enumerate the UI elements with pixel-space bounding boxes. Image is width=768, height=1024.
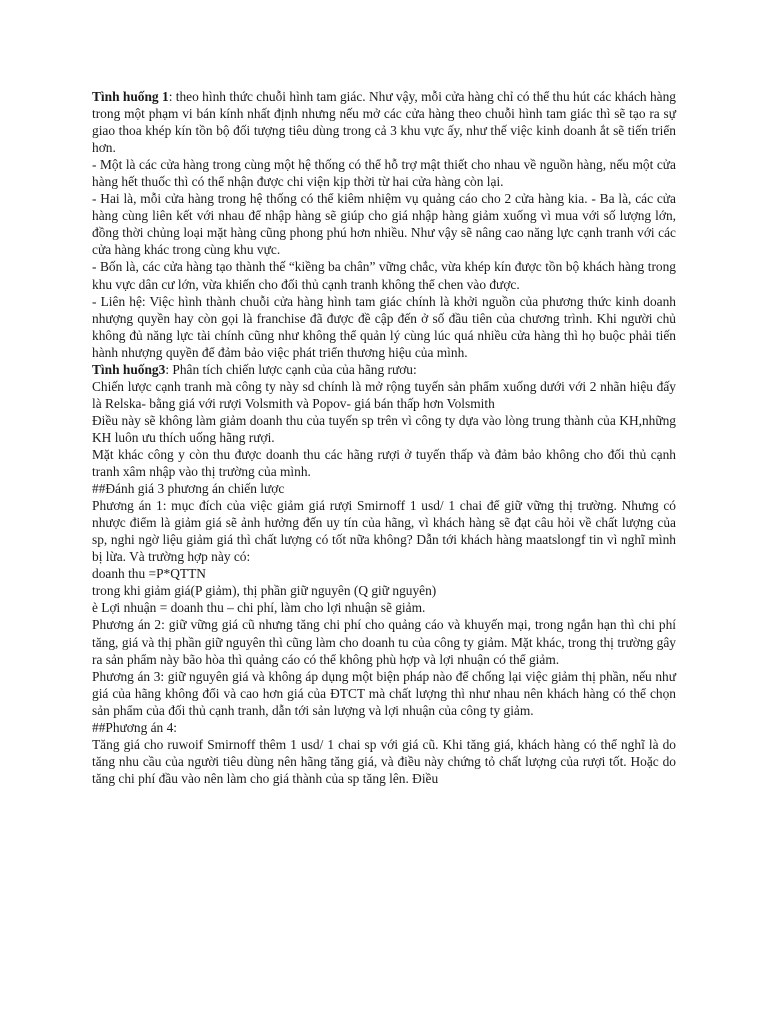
option-2-paragraph: Phương án 2: giữ vững giá cũ nhưng tăng chi phí cho quảng cáo và khuyến mại, trong ngắn hạn thì chi phí tăng, giá và thị phần giữ nguyên thì cũng làm cho doanh tu của công ty giảm. Mặt khác, trong thị trường gây ra sản phẩm này bão hòa thì quảng cáo có thể không phù hợp và lợi nhuận có thể giảm. xyxy=(92,617,676,667)
case1-point-2: - Hai là, mỗi cửa hàng trong hệ thống có thể kiêm nhiệm vụ quảng cáo cho 2 cửa hàng kia. - Ba là, các cửa hàng cùng liên kết với nhau để nhập hàng sẽ giúp cho giá nhập hàng giảm xuống vì mua với số lượng lớn, đồng thời chủng loại mặt hàng cũng phong phú hơn nhiều. Như vậy sẽ nâng cao năng lực cạnh tranh với các cửa hàng khác trong cùng khu vực. xyxy=(92,191,676,258)
option-4-heading: ##Phương án 4: xyxy=(92,719,178,735)
case3-title: Tình huống3 xyxy=(92,361,166,377)
case1-intro: : theo hình thức chuỗi hình tam giác. Như vậy, mỗi cửa hàng chỉ có thể thu hút các khách hàng trong một phạm vi bán kính nhất định nhưng nếu mở các cửa hàng theo chuỗi hình tam giác thì sẽ tạo ra sự giao thoa khép kín tồn bộ đối tượng tiêu dùng trong cả 3 khu vực ấy, như thế việc kinh doanh ắt sẽ tiến triển hơn. xyxy=(92,89,677,156)
case3-paragraph-3: Mặt khác công y còn thu được doanh thu các hãng rượi ở tuyến thấp và đảm bảo không cho đối thủ cạnh tranh xâm nhập vào thị trường của mình. xyxy=(92,446,676,480)
option-3-paragraph: Phương án 3: giữ nguyên giá và không áp dụng một biện pháp nào để chống lại việc giảm thị phần, nếu như giá của hãng không đổi và cao hơn giá của ĐTCT mà chất lượng thì như nhau nên khách hàng có thể chọn sản phẩm của đối thủ cạnh tranh, dẫn tới sản lượng và lợi nhuận của công ty giảm. xyxy=(92,668,676,718)
case3-paragraph-2: Điều này sẽ không làm giảm doanh thu của tuyến sp trên vì công ty dựa vào lòng trung thành của KH,những KH luôn ưu thích uống hãng rượi. xyxy=(92,412,676,445)
revenue-formula: doanh thu =P*QTTN xyxy=(92,566,206,582)
case1-point-1: - Một là các cửa hàng trong cùng một hệ thống có thể hỗ trợ mật thiết cho nhau về nguồn hàng, nếu một cửa hàng hết thuốc thì có thể nhận được chi viện kịp thời từ hai cửa hàng còn lại. xyxy=(92,157,676,190)
option-4-paragraph: Tăng giá cho ruwoif Smirnoff thêm 1 usd/ 1 chai sp với giá cũ. Khi tăng giá, khách hàng có thể nghĩ là do tăng nhu cầu của người tiêu dùng nên hãng tăng giá, và điều này chứng tỏ chất lượng của rượi tốt. Hoặc do tăng chi phí đầu vào nên làm cho giá thành của sp tăng lên. Điều xyxy=(92,736,676,786)
case1-title: Tình huống 1 xyxy=(92,89,169,104)
price-decrease-line: trong khi giảm giá(P giảm), thị phần giữ nguyên (Q giữ nguyên) xyxy=(92,583,437,599)
strategy-evaluation-heading: ##Đánh giá 3 phương án chiến lược xyxy=(92,481,285,497)
case3-intro: : Phân tích chiến lược cạnh của của hãng rươu: xyxy=(165,361,417,377)
option-1-paragraph: Phương án 1: mục đích của việc giảm giá rượi Smirnoff 1 usd/ 1 chai để giữ vững thị trường. Nhưng có nhược điểm là giảm giá sẽ ảnh hưởng đến uy tín của hãng, vì khách hàng sẽ đạt câu hỏi về chất lượng của sp, nghi ngờ liệu giảm giá thì chất lượng có tốt nữa không? Dẫn tới khách hàng maatslongf tin vì nghĩ mình bị lừa. Và trường hợp này có: xyxy=(92,498,676,565)
case1-point-3: - Bốn là, các cửa hàng tạo thành thế “kiềng ba chân” vững chắc, vừa khép kín được tồn bộ khách hàng trong khu vực dân cư lớn, vừa khiến cho đối thủ cạnh tranh không thể chen vào được. xyxy=(92,259,676,292)
case3-paragraph-1: Chiến lược cạnh tranh mà công ty này sd chính là mở rộng tuyến sản phẩm xuống dưới với 2 nhãn hiệu đấy là Relska- bằng giá với rượi Volsmith và Popov- giá bán thấp hơn Volsmith xyxy=(92,378,676,411)
case1-paragraph xyxy=(92,88,676,156)
profit-line: è Lợi nhuận = doanh thu – chi phí, làm cho lợi nhuận sẽ giảm. xyxy=(92,600,426,616)
case3-heading xyxy=(92,361,676,378)
case1-point-4: - Liên hệ: Việc hình thành chuỗi cửa hàng hình tam giác chính là khởi nguồn của phương thức kinh doanh nhượng quyền hay còn gọi là franchise đã được đề cập đến ở số đầu tiên của chương trình. Khi người chủ không đủ năng lực tài chính cũng như không thể quản lý cùng lúc quá nhiều cửa hàng thì họ buộc phải tiến hành nhượng quyền để đảm bảo việc phát triển thương hiệu của mình. xyxy=(92,293,676,360)
